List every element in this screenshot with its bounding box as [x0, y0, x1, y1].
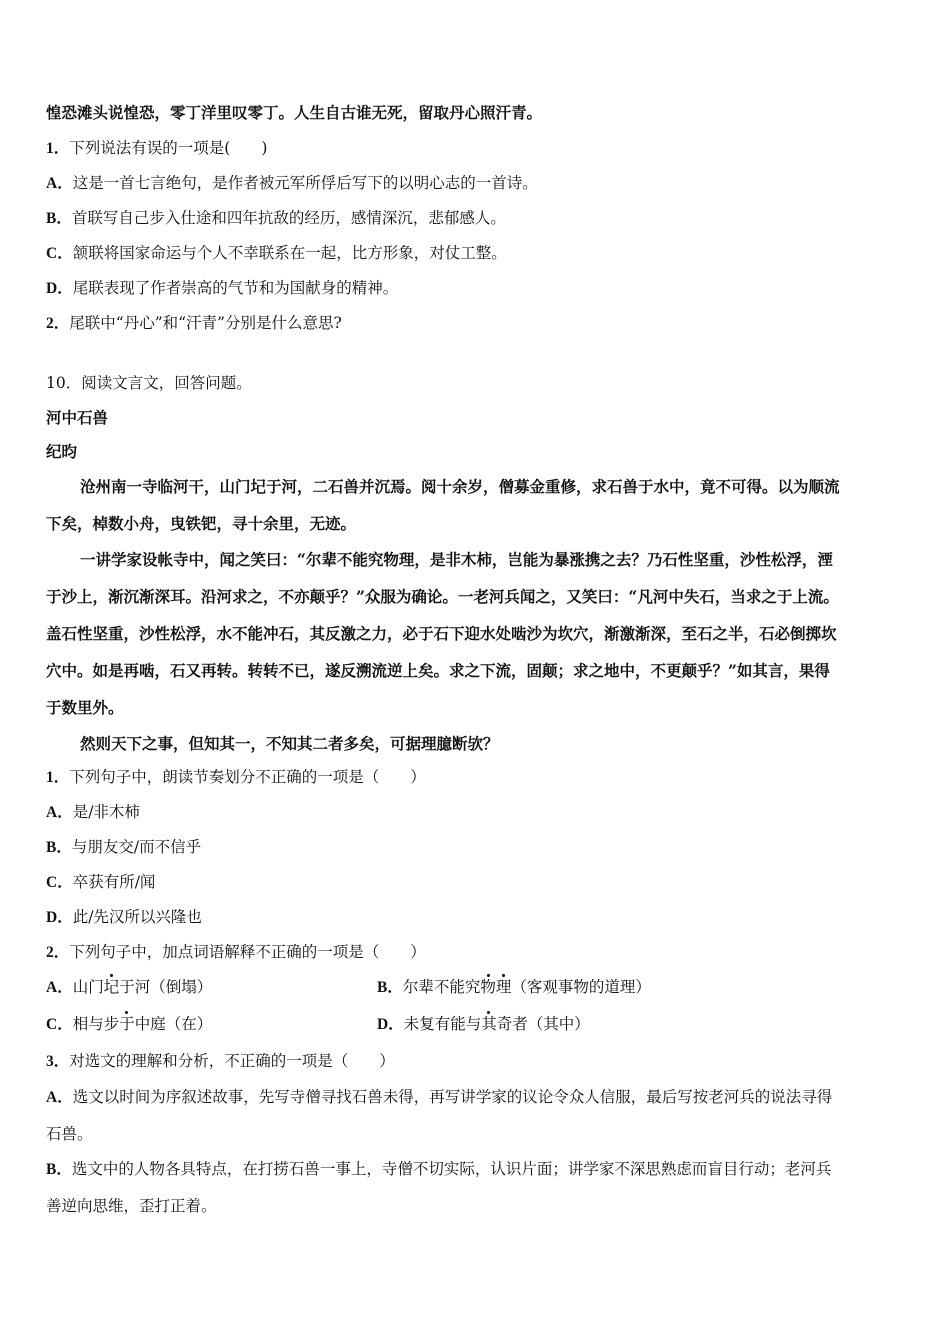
poem-last-lines: 惶恐滩头说惶恐，零丁洋里叹零丁。人生自古谁无死，留取丹心照汗青。 [46, 103, 543, 122]
question-text: 下列句子中，朗读节奏划分不正确的一项是（ ） [69, 768, 426, 786]
option-label: B． [377, 979, 403, 996]
question-text: 尾联中“丹心”和“汗青”分别是什么意思? [69, 314, 342, 332]
passage-para2-line3: 盖石性坚重，沙性松浮，水不能冲石，其反激之力，必于石下迎水处啮沙为坎穴，渐激渐深，至石之半，石必倒掷坎 [46, 624, 837, 643]
option-d [46, 278, 398, 299]
option-b [46, 208, 506, 229]
option-text: 尾联表现了作者崇高的气节和为国献身的精神。 [72, 279, 399, 297]
option-label: A． [46, 1089, 73, 1106]
option-b [377, 977, 651, 998]
option-a [46, 173, 538, 194]
option-text-pre: 尔辈不能究 [402, 978, 481, 996]
question-10-heading: 10．阅读文言文，回答问题。 [46, 374, 252, 392]
passage-para1-line1: 沧州南一寺临河干，山门圮于河，二石兽并沉焉。阅十余岁，僧募金重修，求石兽于水中，竟不可得。以为顺流 [80, 477, 840, 496]
option-a-line1 [46, 1087, 832, 1108]
option-label: A． [46, 175, 73, 192]
option-label: D． [46, 909, 73, 926]
option-label: B． [46, 1161, 72, 1178]
option-label: B． [46, 210, 72, 227]
option-label: A． [46, 979, 73, 996]
question-text: 对选文的理解和分析，不正确的一项是（ ） [69, 1052, 395, 1070]
option-label: B． [46, 839, 72, 856]
option-b-line1 [46, 1159, 831, 1180]
option-b-line2: 善逆向思维，歪打正着。 [46, 1197, 217, 1215]
passage-para2-line2: 于沙上，渐沉渐深耳。沿河求之，不亦颠乎？”众服为确论。一老河兵闻之，又笑曰：“凡河中失石，当求之于上流。 [46, 587, 839, 606]
option-text-post: 奇者（其中） [496, 1015, 590, 1033]
option-text: 卒获有所/闻 [72, 873, 156, 891]
option-text-pre: 山门 [72, 978, 104, 996]
option-text-post: 于河（倒塌） [119, 978, 213, 996]
option-a-line2: 石兽。 [46, 1125, 93, 1143]
question-9-2 [46, 313, 342, 334]
option-label: A． [46, 804, 73, 821]
question-10-2 [46, 942, 426, 963]
passage-para2-line5: 于数里外。 [46, 698, 124, 717]
option-text: 颔联将国家命运与个人不幸联系在一起，比方形象，对仗工整。 [72, 244, 507, 262]
option-text: 选文以时间为序叙述故事，先写寺僧寻找石兽未得，再写讲学家的议论令众人信服，最后写按老河兵的说法寻得 [72, 1088, 833, 1106]
passage-para3: 然则天下之事，但知其一，不知其二者多矣，可据理臆断欤？ [80, 734, 499, 753]
dotted-word: 圮 [103, 978, 120, 996]
dotted-word: 于 [119, 1015, 135, 1033]
question-number: 1． [46, 140, 70, 157]
passage-para2-line4: 穴中。如是再啮，石又再转。转转不已，遂反溯流逆上矣。求之下流，固颠；求之地中，不更颠乎？”如其言，果得 [46, 661, 830, 680]
passage-author: 纪昀 [46, 442, 78, 461]
option-text: 此/先汉所以兴隆也 [72, 908, 202, 926]
option-c [46, 1014, 212, 1035]
option-text: 这是一首七言绝句，是作者被元军所俘后写下的以明心志的一首诗。 [72, 174, 538, 192]
option-text: 选文中的人物各具特点，在打捞石兽一事上，寺僧不切实际，认识片面；讲学家不深思熟虑而盲目行动；老河兵 [71, 1160, 832, 1178]
question-number: 1． [46, 769, 70, 786]
option-text-post: （客观事物的道理） [511, 978, 651, 996]
question-number: 3． [46, 1053, 70, 1070]
question-text: 下列句子中，加点词语解释不正确的一项是（ ） [69, 943, 426, 961]
option-label: C． [46, 1016, 73, 1033]
question-number: 2． [46, 315, 70, 332]
option-d [377, 1014, 590, 1035]
dotted-word: 理 [495, 978, 512, 996]
passage-para1-line2: 下矣，棹数小舟，曳铁钯，寻十余里，无迹。 [46, 514, 357, 533]
option-a [46, 802, 140, 823]
question-9-1 [46, 138, 267, 159]
option-c [46, 872, 155, 893]
option-text: 首联写自己步入仕途和四年抗敌的经历，感情深沉，悲郁感人。 [71, 209, 506, 227]
option-label: C． [46, 245, 73, 262]
question-number: 2． [46, 944, 70, 961]
question-text: 下列说法有误的一项是( ) [69, 139, 268, 157]
option-text-post: 中庭（在） [134, 1015, 213, 1033]
option-b [46, 837, 201, 858]
option-text-pre: 未复有能与 [403, 1015, 482, 1033]
question-10-1 [46, 767, 426, 788]
option-c [46, 243, 507, 264]
option-text: 与朋友交/而不信乎 [71, 838, 202, 856]
option-text: 是/非木柿 [72, 803, 140, 821]
dotted-word: 其 [481, 1015, 497, 1033]
option-text-pre: 相与步 [72, 1015, 120, 1033]
option-a [46, 977, 212, 998]
question-10-3 [46, 1051, 395, 1072]
option-label: D． [377, 1016, 404, 1033]
option-label: C． [46, 874, 73, 891]
passage-title: 河中石兽 [46, 408, 109, 427]
option-d [46, 907, 202, 928]
dotted-word: 物 [480, 978, 496, 996]
passage-para2-line1: 一讲学家设帐寺中，闻之笑曰：“尔辈不能究物理，是非木柿，岂能为暴涨携之去？乃石性坚重，沙性松浮，湮 [80, 550, 833, 569]
option-label: D． [46, 280, 73, 297]
